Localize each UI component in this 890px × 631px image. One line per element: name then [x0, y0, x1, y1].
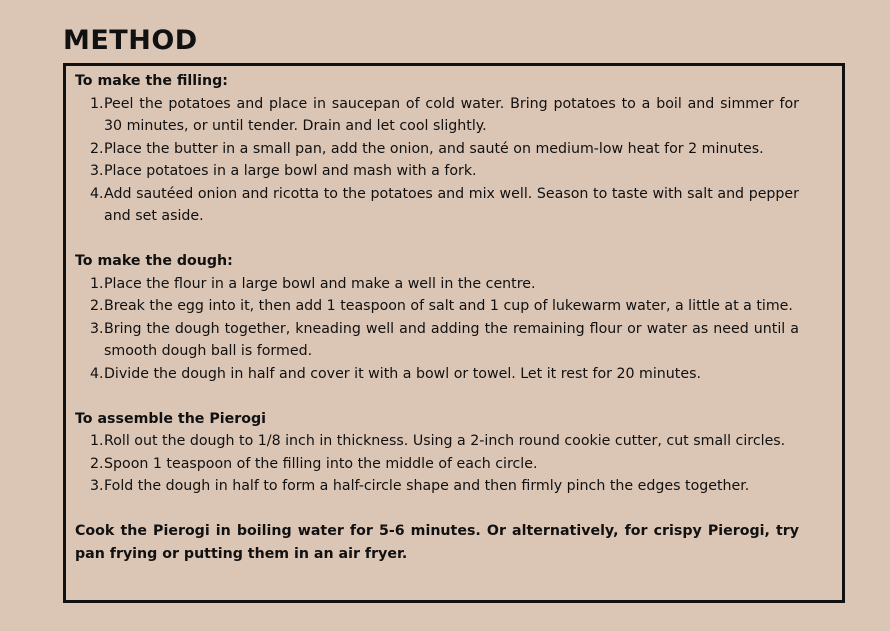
list-item: 4. Divide the dough in half and cover it with a bowl or towel. Let it rest for 20 minutes.	[90, 365, 701, 382]
list-item: 3. Place potatoes in a large bowl and mash with a fork.	[90, 163, 477, 179]
assemble-heading: To assemble the Pierogi	[75, 410, 267, 427]
filling-steps	[75, 93, 799, 228]
page-title: METHOD	[63, 25, 198, 56]
assemble-steps	[75, 430, 799, 498]
list-item: 2. Place the butter in a small pan, add the onion, and sauté on medium-low heat for 2 minutes.	[90, 140, 764, 157]
method-content	[75, 70, 799, 565]
list-item: 3. Fold the dough in half to form a half-circle shape and then firmly pinch the edges together.	[90, 478, 750, 494]
dough-steps	[75, 273, 799, 386]
dough-heading: To make the dough:	[75, 253, 233, 269]
cooking-note: Cook the Pierogi in boiling water for 5-6 minutes. Or alternatively, for crispy Pierogi, try pan frying or putting them in an air fryer.	[75, 523, 799, 562]
list-item: 1. Place the flour in a large bowl and make a well in the centre.	[90, 275, 536, 292]
list-item: 4. Add sautéed onion and ricotta to the potatoes and mix well. Season to taste with salt and pepper and set aside.	[90, 185, 799, 224]
list-item: 1. Peel the potatoes and place in saucepan of cold water. Bring potatoes to a boil and simmer for 30 minutes, or until tender. Drain and let cool slightly.	[90, 95, 799, 134]
list-item: 1. Roll out the dough to 1/8 inch in thickness. Using a 2-inch round cookie cutter, cut small circles.	[90, 433, 786, 449]
filling-heading: To make the filling:	[75, 73, 228, 89]
list-item: 2. Spoon 1 teaspoon of the filling into the middle of each circle.	[90, 455, 538, 472]
list-item: 3. Bring the dough together, kneading well and adding the remaining flour or water as need until a smooth dough ball is formed.	[90, 320, 799, 359]
list-item: 2. Break the egg into it, then add 1 teaspoon of salt and 1 cup of lukewarm water, a little at a time.	[90, 298, 793, 314]
